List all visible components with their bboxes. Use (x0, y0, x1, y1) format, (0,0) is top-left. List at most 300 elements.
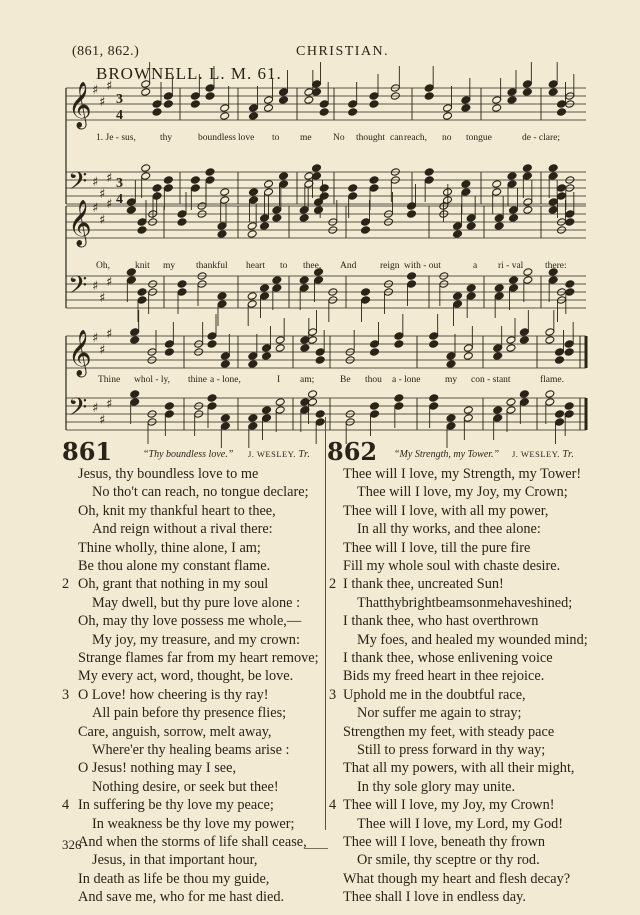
note-head (519, 336, 529, 345)
note-head (315, 410, 325, 419)
running-header-section: CHRISTIAN. (296, 44, 390, 59)
verse-line: Strange flames far from my heart remove; (78, 650, 319, 666)
note-head (361, 288, 371, 297)
note-head (394, 394, 404, 403)
note-head (453, 292, 463, 301)
note-head (492, 96, 502, 105)
note-head (463, 406, 473, 415)
lyric-syllable: tongue (466, 133, 492, 143)
note-head (275, 398, 285, 407)
note-head (220, 414, 230, 423)
note-head (519, 328, 529, 337)
note-head (369, 92, 379, 101)
verse-line: Thee will I love, my Joy, my Crown; (357, 484, 568, 501)
note-head (164, 410, 174, 419)
lyric-syllable: a (473, 261, 478, 271)
sharp-icon: ♯ (99, 187, 106, 202)
note-head (492, 188, 502, 197)
note-head (492, 180, 502, 189)
note-head (361, 296, 371, 305)
verse-line: Still to press forward in thy way; (357, 742, 546, 758)
sharp-icon: ♯ (92, 175, 99, 190)
note-head (522, 172, 532, 181)
note-head (370, 402, 380, 411)
note-head (463, 414, 473, 423)
note-head (548, 80, 558, 89)
note-head (207, 340, 217, 349)
verse-line: I thank thee, uncreated Sun! (343, 576, 504, 593)
note-head (300, 344, 310, 353)
verse-line: Strengthen my feet, with steady pace (343, 723, 555, 740)
hymn-861-author (248, 449, 310, 460)
note-head (463, 344, 473, 353)
note-head (249, 104, 259, 113)
note-head (141, 88, 151, 97)
note-head (494, 284, 504, 293)
note-head (493, 352, 503, 361)
note-head (279, 96, 289, 105)
sharp-icon: ♯ (92, 201, 99, 216)
note-head (545, 328, 555, 337)
note-head (299, 276, 309, 285)
tune-name: BROWNELL. (96, 64, 204, 83)
lyric-syllable: thee, (303, 261, 322, 271)
sharp-icon: ♯ (106, 327, 113, 342)
note-head (348, 100, 358, 109)
lyric-syllable: I (277, 375, 281, 385)
note-head (565, 288, 575, 297)
verse-line: Nothing desire, or seek but thee! (92, 778, 279, 795)
lyric-syllable: my (445, 375, 458, 385)
sharp-icon: ♯ (106, 275, 113, 290)
note-head (264, 104, 274, 113)
note-head (299, 206, 309, 215)
lyric-syllable: Be (340, 375, 351, 385)
note-head (507, 180, 517, 189)
note-head (177, 280, 187, 289)
treble-clef-icon: 𝄞 (68, 82, 92, 128)
note-head (164, 348, 174, 357)
hymn-862-author-suffix: Tr. (562, 449, 575, 460)
lyric-syllable: am; (300, 375, 315, 385)
note-head (152, 108, 162, 117)
note-head (220, 352, 230, 361)
verse-number: 3 (329, 686, 337, 703)
note-head (248, 414, 258, 423)
verse-line: In weakness be thy love my power; (92, 815, 295, 832)
note-head (260, 284, 270, 293)
lyric-syllable: heart (246, 261, 265, 271)
note-head (220, 422, 230, 431)
note-head (248, 352, 258, 361)
lyric-syllable: whol - ly, (134, 375, 171, 385)
note-head (545, 390, 555, 399)
note-head (264, 180, 274, 189)
verse-line: In thy sole glory may unite. (357, 778, 516, 795)
page-number: 326 (62, 837, 82, 852)
note-head (248, 360, 258, 369)
note-head (275, 336, 285, 345)
note-head (220, 112, 230, 121)
tune-meter: L. M. 61. (208, 64, 282, 83)
verse-line: Thee will I love, with all my power, (343, 502, 549, 519)
note-head (260, 214, 270, 223)
note-head (509, 276, 519, 285)
sharp-icon: ♯ (106, 397, 113, 412)
note-head (548, 164, 558, 173)
note-head (249, 112, 259, 121)
note-head (137, 218, 147, 227)
verse-line: Thee shall I love in endless day. (343, 889, 526, 906)
note-head (130, 336, 140, 345)
lyric-syllable: thankful (196, 261, 228, 271)
verse-line: Thee will I love, my Joy, my Crown! (343, 797, 555, 814)
note-head (494, 214, 504, 223)
note-head (262, 344, 272, 353)
note-head (523, 198, 533, 207)
verse-line: That all my powers, with all their might, (343, 760, 575, 777)
note-head (279, 180, 289, 189)
treble-clef-icon: 𝄞 (68, 330, 92, 376)
verse-line: Bids my freed heart in thee rejoice. (343, 668, 545, 685)
note-head (407, 202, 417, 211)
note-head (190, 100, 200, 109)
note-head (519, 398, 529, 407)
note-head (424, 92, 434, 101)
verse-line: O Love! how cheering is thy ray! (78, 686, 269, 703)
sharp-icon: ♯ (106, 197, 113, 212)
note-head (369, 100, 379, 109)
note-head (152, 184, 162, 193)
note-head (545, 336, 555, 345)
note-head (522, 80, 532, 89)
note-head (262, 406, 272, 415)
note-head (299, 214, 309, 223)
note-head (319, 100, 329, 109)
note-head (319, 108, 329, 117)
note-head (370, 410, 380, 419)
lyric-syllable: no (442, 133, 452, 143)
lyric-syllable: to (280, 261, 288, 271)
lyric-syllable: reign (380, 261, 400, 271)
note-head (141, 172, 151, 181)
note-head (429, 332, 439, 341)
note-head (279, 88, 289, 97)
note-head (557, 100, 567, 109)
sharp-icon: ♯ (99, 213, 106, 228)
note-head (315, 418, 325, 427)
verse-line: Oh, knit my thankful heart to thee, (78, 502, 276, 519)
note-head (523, 206, 533, 215)
music-score (0, 0, 640, 428)
verse-line: Thatthybrightbeamsonmehaveshined; (357, 594, 573, 611)
note-head (370, 340, 380, 349)
note-head (548, 172, 558, 181)
hymn-861-author-suffix: Tr. (298, 449, 311, 460)
note-head (152, 100, 162, 109)
note-head (424, 84, 434, 93)
verse-line: And save me, who for me hast died. (78, 889, 285, 906)
note-head (394, 340, 404, 349)
note-head (314, 198, 324, 207)
note-head (260, 222, 270, 231)
note-head (348, 184, 358, 193)
note-head (220, 104, 230, 113)
note-head (163, 184, 173, 193)
verse-line: What though my heart and flesh decay? (343, 870, 571, 887)
note-head (506, 398, 516, 407)
note-head (262, 414, 272, 423)
lyric-syllable: can (390, 133, 404, 143)
note-head (446, 360, 456, 369)
note-head (506, 336, 516, 345)
verse-line: Oh, grant that nothing in my soul (78, 576, 269, 593)
note-head (507, 172, 517, 181)
note-head (407, 210, 417, 219)
hymn-862-number: 862 (327, 437, 378, 466)
lyric-syllable: Oh, (96, 261, 110, 271)
note-head (507, 88, 517, 97)
note-head (217, 300, 227, 309)
note-head (247, 222, 257, 231)
lyric-syllable: thou (365, 375, 382, 385)
time-signature-bottom: 4 (116, 108, 123, 123)
lyric-syllable: a - lone (392, 375, 421, 385)
note-head (217, 222, 227, 231)
note-head (264, 188, 274, 197)
note-head (312, 164, 322, 173)
sharp-icon: ♯ (92, 401, 99, 416)
note-head (555, 356, 565, 365)
hymn-861-author-name: J. WESLEY. (248, 449, 296, 459)
note-head (509, 284, 519, 293)
bass-clef-icon: 𝄢 (68, 393, 88, 428)
note-head (429, 340, 439, 349)
verse-line: Thee will I love, my Strength, my Tower! (343, 466, 582, 482)
note-head (548, 198, 558, 207)
note-head (249, 196, 259, 205)
note-head (348, 108, 358, 117)
note-head (207, 402, 217, 411)
note-head (272, 206, 282, 215)
sharp-icon: ♯ (99, 95, 106, 110)
verse-line: Thee will I love, my Lord, my God! (357, 815, 564, 832)
note-head (523, 276, 533, 285)
verse-line: In death as life be thou my guide, (78, 870, 270, 887)
note-head (493, 344, 503, 353)
note-head (130, 390, 140, 399)
note-head (163, 100, 173, 109)
note-head (463, 352, 473, 361)
note-head (315, 348, 325, 357)
note-head (509, 206, 519, 215)
note-head (190, 176, 200, 185)
verse-line: My foes, and healed my wounded mind; (357, 631, 588, 648)
note-head (260, 292, 270, 301)
note-head (314, 276, 324, 285)
note-head (126, 276, 136, 285)
lyric-syllable: thine (188, 375, 207, 385)
note-head (446, 422, 456, 431)
note-head (163, 176, 173, 185)
note-head (461, 104, 471, 113)
note-head (493, 414, 503, 423)
note-head (141, 164, 151, 173)
note-head (453, 300, 463, 309)
note-head (522, 88, 532, 97)
note-head (557, 192, 567, 201)
note-head (319, 184, 329, 193)
verse-number: 3 (62, 686, 70, 703)
note-head (494, 222, 504, 231)
note-head (565, 218, 575, 227)
lyric-syllable: de - clare; (522, 133, 560, 143)
note-head (207, 394, 217, 403)
verse-line: Oh, may thy love possess me whole,— (78, 613, 302, 630)
note-head (315, 356, 325, 365)
verse-line: In all thy works, and thee alone: (357, 521, 541, 538)
note-head (394, 402, 404, 411)
note-head (555, 410, 565, 419)
note-head (443, 104, 453, 113)
bass-clef-icon: 𝄢 (68, 167, 88, 202)
note-head (492, 104, 502, 113)
note-head (126, 206, 136, 215)
note-head (523, 268, 533, 277)
verse-number: 2 (329, 576, 337, 593)
note-head (506, 406, 516, 415)
note-head (205, 92, 215, 101)
note-head (164, 340, 174, 349)
verse-line: Nor suffer me again to stray; (357, 705, 522, 722)
note-head (461, 96, 471, 105)
verse-line: In suffering be thy love my peace; (78, 797, 274, 814)
lyric-syllable: And (340, 261, 357, 271)
note-head (453, 230, 463, 239)
note-head (247, 230, 257, 239)
sharp-icon: ♯ (99, 291, 106, 306)
column-divider (325, 417, 326, 830)
note-head (190, 92, 200, 101)
lyric-syllable: me (300, 133, 312, 143)
verse-line: Or smile, thy sceptre or thy rod. (357, 852, 540, 869)
note-head (446, 414, 456, 423)
note-head (177, 218, 187, 227)
note-head (304, 96, 314, 105)
note-head (519, 390, 529, 399)
note-head (407, 280, 417, 289)
note-head (461, 180, 471, 189)
note-head (555, 348, 565, 357)
note-head (141, 80, 151, 89)
note-head (565, 210, 575, 219)
note-head (564, 402, 574, 411)
note-head (461, 188, 471, 197)
note-head (446, 352, 456, 361)
lyric-syllable: con - stant (471, 375, 511, 385)
note-head (494, 292, 504, 301)
note-head (217, 230, 227, 239)
verse-line: Where'er thy healing beams arise : (92, 742, 290, 758)
note-head (207, 332, 217, 341)
verse-line: And reign without a rival there: (92, 521, 273, 538)
note-head (137, 226, 147, 235)
note-head (429, 402, 439, 411)
note-head (177, 288, 187, 297)
lyric-syllable: knit (135, 261, 150, 271)
note-head (506, 344, 516, 353)
lyric-syllable: there: (545, 261, 567, 271)
note-head (394, 332, 404, 341)
verse-line: Be thou alone my constant flame. (78, 558, 271, 574)
note-head (220, 360, 230, 369)
note-head (545, 398, 555, 407)
lyric-syllable: ri - val (498, 261, 524, 271)
verse-line: Care, anguish, sorrow, melt away, (78, 723, 272, 740)
note-head (453, 222, 463, 231)
note-head (548, 88, 558, 97)
footer-rule (304, 848, 328, 849)
note-head (205, 84, 215, 93)
note-head (424, 168, 434, 177)
note-head (126, 198, 136, 207)
note-head (361, 226, 371, 235)
note-head (205, 176, 215, 185)
note-head (466, 292, 476, 301)
note-head (177, 210, 187, 219)
verse-line: And when the storms of life shall cease, (78, 834, 307, 850)
time-signature-top: 3 (116, 92, 123, 107)
note-head (564, 340, 574, 349)
lyric-syllable: boundless (198, 133, 236, 143)
lyric-syllable: reach, (404, 133, 427, 143)
note-head (314, 206, 324, 215)
note-head (272, 284, 282, 293)
note-head (507, 96, 517, 105)
note-head (272, 276, 282, 285)
verse-line: My joy, my treasure, and my crown: (92, 631, 300, 648)
sharp-icon: ♯ (92, 83, 99, 98)
verse-line: My every act, word, thought, be love. (78, 668, 294, 685)
note-head (555, 418, 565, 427)
hymn-862-subtitle: “My Strength, my Tower.” (394, 449, 500, 460)
note-head (130, 398, 140, 407)
note-head (564, 410, 574, 419)
note-head (272, 214, 282, 223)
note-head (137, 288, 147, 297)
sharp-icon: ♯ (99, 343, 106, 358)
note-head (275, 406, 285, 415)
lyric-syllable: my (163, 261, 176, 271)
verse-line: Fill my whole soul with chaste desire. (343, 558, 561, 574)
note-head (548, 206, 558, 215)
verse-line: Uphold me in the doubtful race, (343, 686, 526, 703)
note-head (248, 422, 258, 431)
note-head (164, 402, 174, 411)
hymn-862-author-name: J. WESLEY. (512, 449, 560, 459)
bass-clef-icon: 𝄢 (68, 271, 88, 306)
hymn-861-number: 861 (62, 437, 113, 466)
note-head (429, 394, 439, 403)
time-signature-bottom: 4 (116, 192, 123, 207)
lyric-syllable: with - out (404, 261, 441, 271)
sharp-icon: ♯ (99, 413, 106, 428)
note-head (249, 188, 259, 197)
note-head (443, 112, 453, 121)
lyric-syllable: No (333, 133, 345, 143)
verse-line: O Jesus! nothing may I see, (78, 760, 237, 777)
note-head (308, 390, 318, 399)
